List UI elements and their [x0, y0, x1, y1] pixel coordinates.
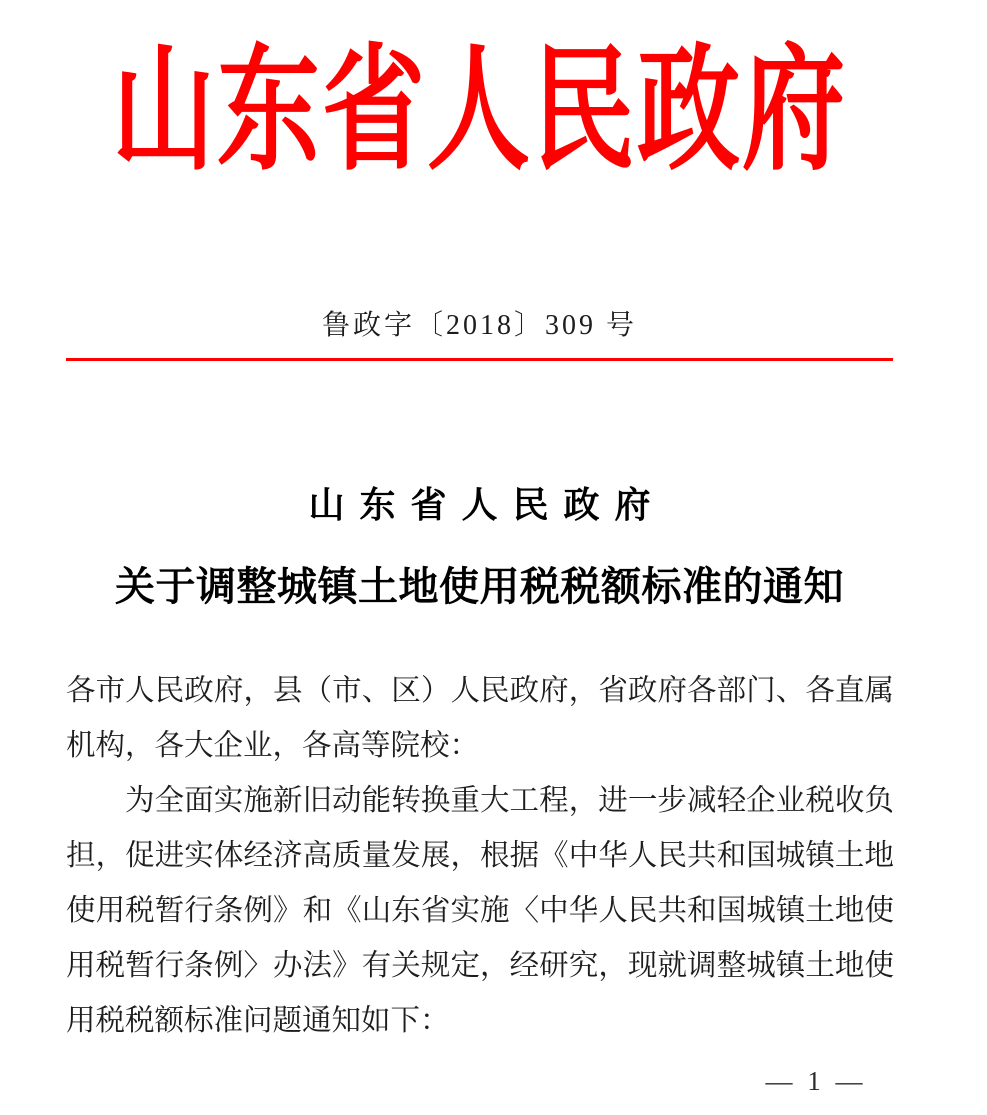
body-paragraph: 为全面实施新旧动能转换重大工程，进一步减轻企业税收负担，促进实体经济高质量发展，根据《中华人民共和国城镇土地使用税暂行条例》和《山东省实施〈中华人民共和国城镇土地使用税暂行条例〉办法》有关规定，经研究，现就调整城镇土地使用税税额标准问题通知如下： — [66, 785, 894, 1037]
doc-title-line1: 山东省人民政府 — [308, 485, 666, 525]
document-body — [66, 664, 894, 1049]
salutation: 各市人民政府，县（市、区）人民政府，省政府各部门、各直属机构，各大企业，各高等院校： — [66, 675, 894, 762]
doc-title — [66, 477, 893, 612]
doc-title-line2: 关于调整城镇土地使用税税额标准的通知 — [115, 564, 844, 609]
doc-number: 鲁政字〔2018〕309 号 — [321, 310, 637, 341]
letterhead-title: 山东省人民政府 — [112, 36, 847, 188]
page-number: — 1 — — [765, 1066, 863, 1096]
letterhead — [66, 36, 893, 188]
red-separator-line — [66, 358, 893, 361]
